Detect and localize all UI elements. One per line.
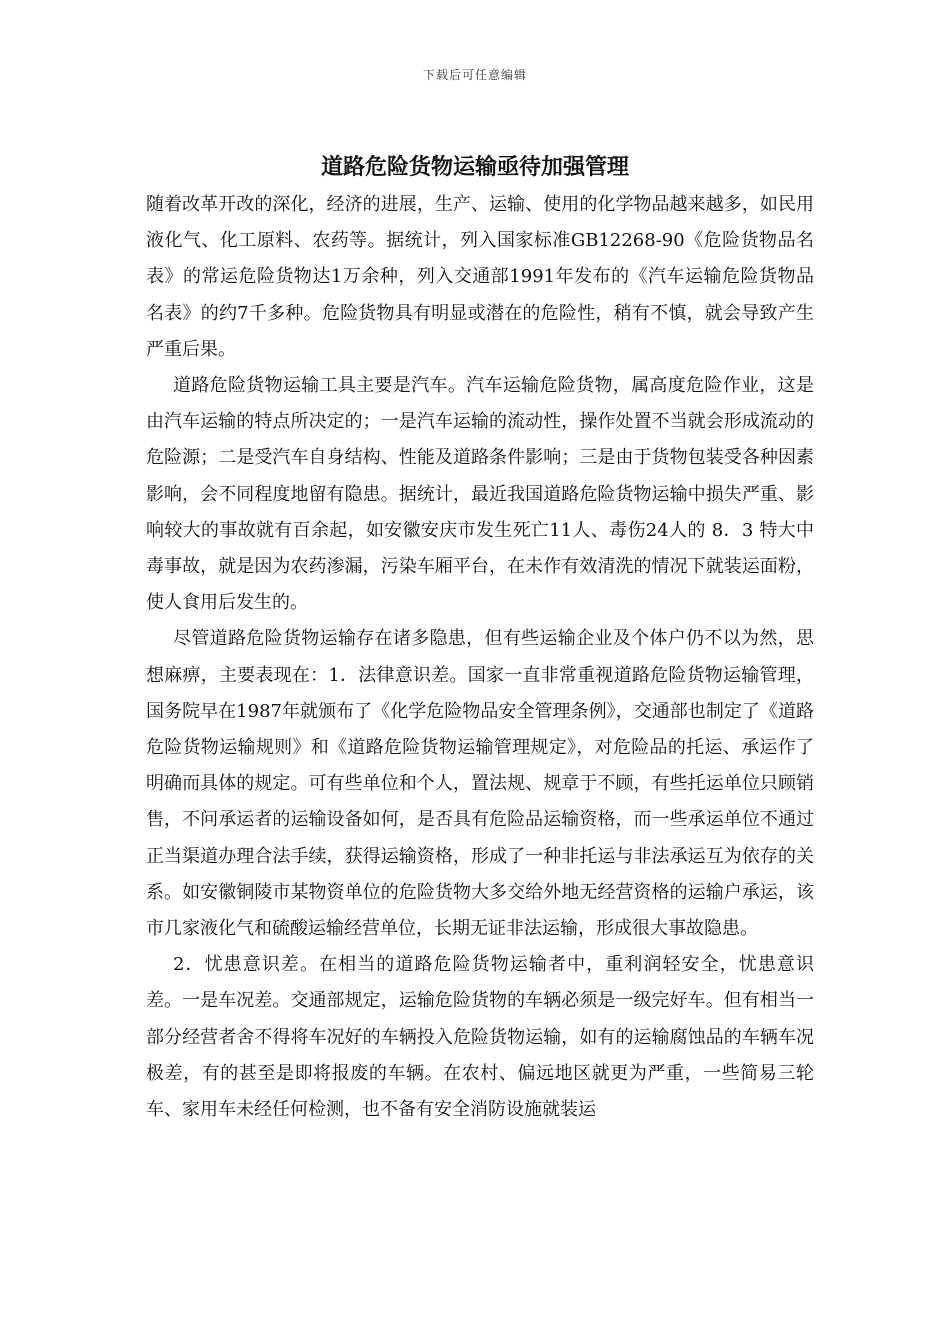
paragraph-1: 随着改革开改的深化，经济的进展，生产、运输、使用的化学物品越来越多，如民用液化气、化工原料、农药等。据统计，列入国家标准GB12268-90《危险货物品名表》的常运危险货物达1万余种，列入交通部1991年发布的《汽车运输危险货物品名表》的约7千多种。危险货物具有明显或潜在的危险性，稍有不慎，就会导致产生严重后果。 [146, 194, 814, 360]
document-body [146, 187, 814, 1128]
header-note: 下载后可任意编辑 [422, 68, 527, 82]
document-title: 道路危险货物运输亟待加强管理 [320, 154, 629, 180]
paragraph-2: 道路危险货物运输工具主要是汽车。汽车运输危险货物，属高度危险作业，这是由汽车运输的特点所决定的；一是汽车运输的流动性，操作处置不当就会形成流动的危险源；二是受汽车自身结构、性能及道路条件影响；三是由于货物包装受各种因素影响，会不同程度地留有隐患。据统计，最近我国道路危险货物运输中损失严重、影响较大的事故就有百余起，如安徽安庆市发生死亡11人、毒伤24人的 8．3 特大中毒事故，就是因为农药渗漏，污染车厢平台，在未作有效清洗的情况下就装运面粉，使人食用后发生的。 [146, 375, 814, 614]
paragraph-3: 尽管道路危险货物运输存在诸多隐患，但有些运输企业及个体户仍不以为然，思想麻痹，主要表现在：1．法律意识差。国家一直非常重视道路危险货物运输管理，国务院早在1987年就颁布了《化学危险物品安全管理条例》，交通部也制定了《道路危险货物运输规则》和《道路危险货物运输管理规定》，对危险品的托运、承运作了明确而具体的规定。可有些单位和个人，置法规、规章于不顾，有些托运单位只顾销售，不问承运者的运输设备如何，是否具有危险品运输资格，而一些承运单位不通过正当渠道办理合法手续，获得运输资格，形成了一种非托运与非法承运互为依存的关系。如安徽铜陵市某物资单位的危险货物大多交给外地无经营资格的运输户承运，该市几家液化气和硫酸运输经营单位，长期无证非法运输，形成很大事故隐患。 [146, 628, 814, 940]
paragraph-4: 2．忧患意识差。在相当的道路危险货物运输者中，重利润轻安全，忧患意识差。一是车况差。交通部规定，运输危险货物的车辆必须是一级完好车。但有相当一部分经营者舍不得将车况好的车辆投入危险货物运输，如有的运输腐蚀品的车辆车况极差，有的甚至是即将报废的车辆。在农村、偏远地区就更为严重，一些简易三轮车、家用车未经任何检测，也不备有安全消防设施就装运 [146, 954, 814, 1121]
